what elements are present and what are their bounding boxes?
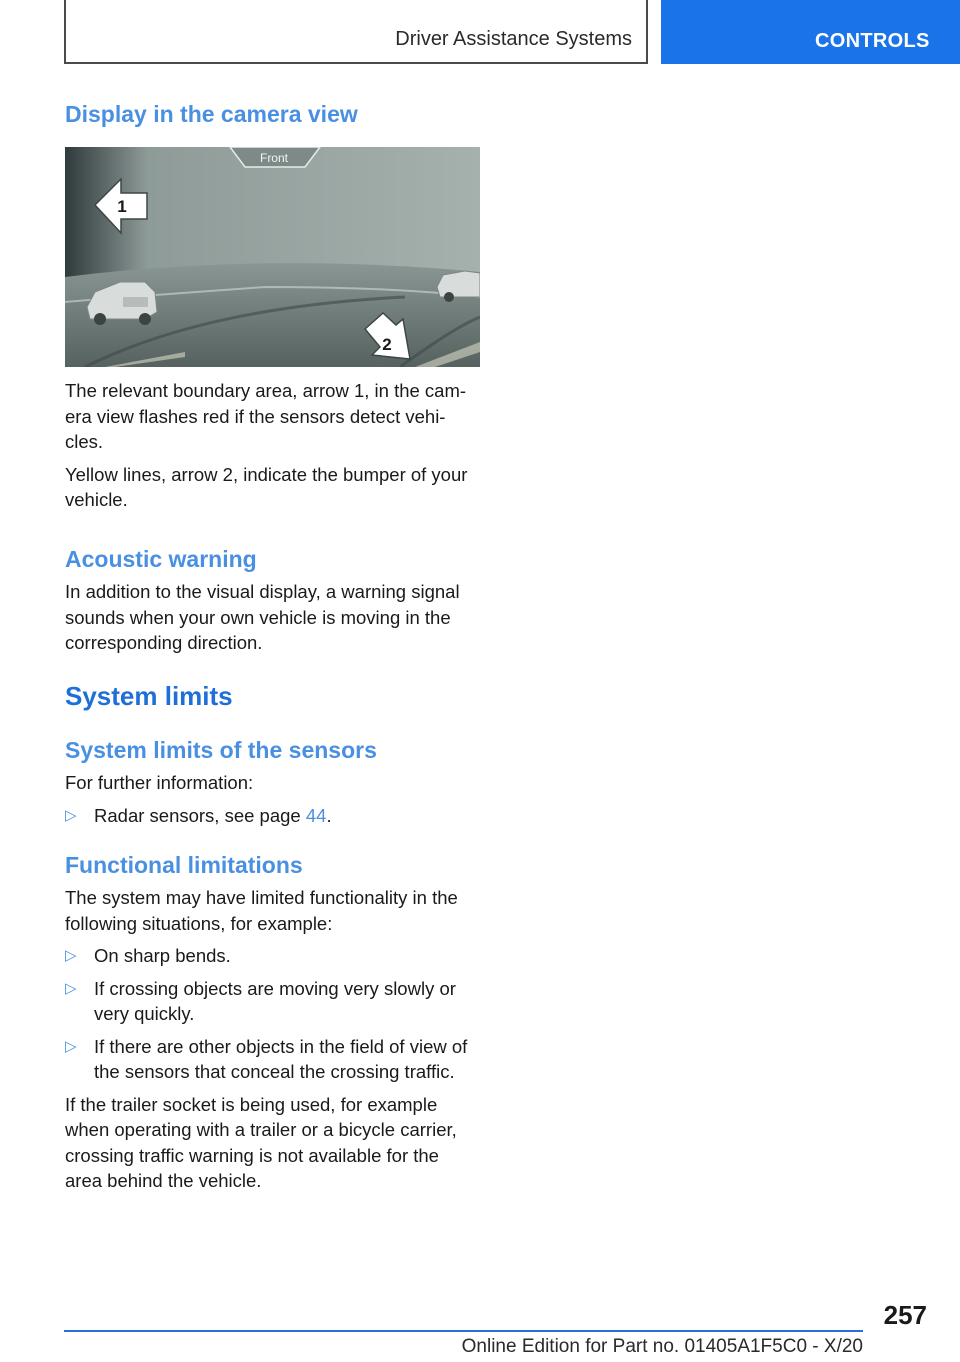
system-limits-heading: System limits [65,681,233,711]
arrow-1-label: 1 [117,197,127,216]
trailer-socket-paragraph: If the trailer socket is being used, for example when operating with a trailer or a bicycle carrier, crossing traffic warning is not available for the area behind the vehicle. [65,1093,457,1191]
acoustic-warning-paragraph: In addition to the visual display, a warning signal sounds when your own vehicle is moving in the corresponding direction. [65,581,460,653]
camera-view-paragraph-1: The relevant boundary area, arrow 1, in the cam‐era view flashes red if the sensors detect vehi‐cles. [65,380,467,452]
section-system-limits [65,681,481,712]
list-item: ▷ If there are other objects in the field of view of the sensors that conceal the crossing traffic. [65,1035,468,1082]
section-sensor-limits [65,737,481,828]
footer-divider [64,1330,863,1332]
list-item: ▷ On sharp bends. [65,943,481,969]
arrow-2-label: 2 [382,335,392,354]
camera-view-text [65,378,481,513]
functional-limitations-heading: Functional limitations [65,852,303,878]
header-section-box [64,0,648,64]
list-item: ▷ If crossing objects are moving very slowly or very quickly. [65,977,456,1024]
list-item: ▷ Radar sensors, see page 44. [65,803,481,829]
header-section-title: Driver Assistance Systems [395,28,632,50]
front-label: Front [259,151,289,165]
bullet-triangle-icon: ▷ [65,806,77,824]
camera-view-illustration [65,147,480,367]
bullet-triangle-icon: ▷ [65,979,77,997]
acoustic-warning-heading: Acoustic warning [65,546,257,572]
sensor-limits-paragraph: For further information: [65,772,254,793]
section-acoustic-warning [65,546,481,656]
car-right-icon [437,271,480,302]
functional-limitations-paragraph: The system may have limited functionality in the following situations, for example: [65,887,458,934]
header-chapter-label: CONTROLS [815,30,930,52]
footer-edition-text: Online Edition for Part no. 01405A1F5C0 - X/20 [461,1336,863,1357]
camera-view-paragraph-2: Yellow lines, arrow 2, indicate the bumper of your vehicle. [65,463,468,510]
header-chapter-tab[interactable] [661,0,960,64]
page-number: 257 [883,1300,927,1330]
bullet-triangle-icon: ▷ [65,1037,77,1055]
section-camera-view [65,101,481,128]
section-functional-limitations [65,852,481,1194]
bullet-triangle-icon: ▷ [65,947,77,964]
sensor-limits-heading: System limits of the sensors [65,737,377,763]
page-reference-link[interactable]: 44 [305,804,327,826]
camera-view-heading: Display in the camera view [65,101,358,127]
